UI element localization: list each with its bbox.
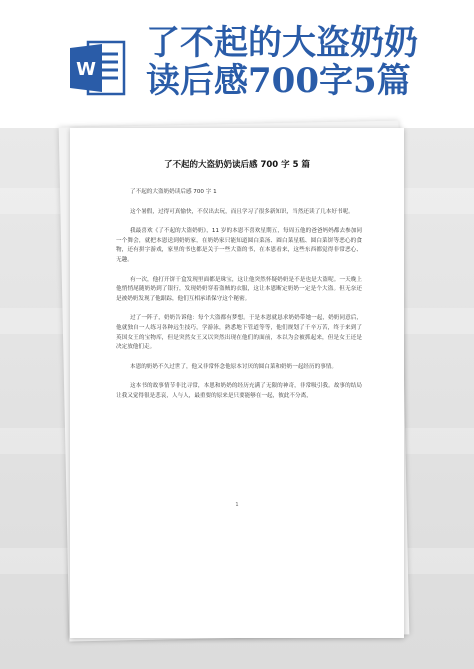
paragraph: 了不起的大盗奶奶读后感 700 字 1 <box>130 189 217 195</box>
svg-text:W: W <box>76 59 96 80</box>
banner-title-line-2: 读后感700字5篇 <box>146 61 411 101</box>
document-page <box>70 128 404 638</box>
page-number: 1 <box>235 502 239 508</box>
word-document-icon <box>68 38 126 98</box>
banner-title <box>146 24 466 100</box>
banner-title-line-1: 了不起的大盗奶奶 <box>146 23 418 63</box>
paragraph: 这个暑假，过得可真愉快，不仅出去玩，而且学习了很多新知识，当然还读了几本好书呢。 <box>130 208 354 215</box>
paragraph: 这本书的故事情节非比寻常，本恩和奶奶的经历充满了无限的神奇，非常吸引我。故事的结局让我又觉得很是悲哀，人与人，最重要的原来是只要能够在一起，彼此不分离， <box>116 383 362 399</box>
paragraph: 本恩的奶奶不久过世了，他又非常怀念他原本讨厌的圆白菜和奶奶一起经历的事情。 <box>130 363 337 370</box>
paragraph: 有一次，他打开饼干盒发现里面都是珠宝，这让他突然怀疑奶奶是不是也是大盗呢。一天晚上他悄悄尾随奶奶到了银行，发现奶奶穿着盗贼的衣服，这让本恩断定奶奶一定是个大盗。但无奈还是被奶奶发现了他跟踪，他们互相承诺保守这个秘密。 <box>116 276 362 302</box>
document-title: 了不起的大盗奶奶读后感 700 字 5 篇 <box>164 160 310 170</box>
banner <box>0 0 474 128</box>
paragraph: 过了一阵子，奶奶告诉他：每个大盗都有梦想。于是本恩就恳求奶奶带她一起，奶奶同意后，他就独自一人练习各种远生技巧，学游泳，熟悉地下管道等等，他们规划了千辛万苦，终于来到了英国女王的宝物库，但是突然女王又以突然出现在他们的面前，本以为会被抓起来，但是女王还是决定放他们走。 <box>116 315 362 351</box>
paragraph: 我最喜欢《了不起的大盗奶奶》，11 岁的本恩不喜欢星期五，每周五他的爸爸妈妈都去参加同一个舞会，就把本恩送到奶奶家，在奶奶家只能知道圆白菜汤、圆白菜星糕、圆白菜饼等恶心的食物，还有拼字游戏，家里的书也都是关于一些大盗的书，在本恩看来，这些东西都觉得非常恶心、无趣。 <box>116 228 362 263</box>
document-body <box>116 188 362 412</box>
